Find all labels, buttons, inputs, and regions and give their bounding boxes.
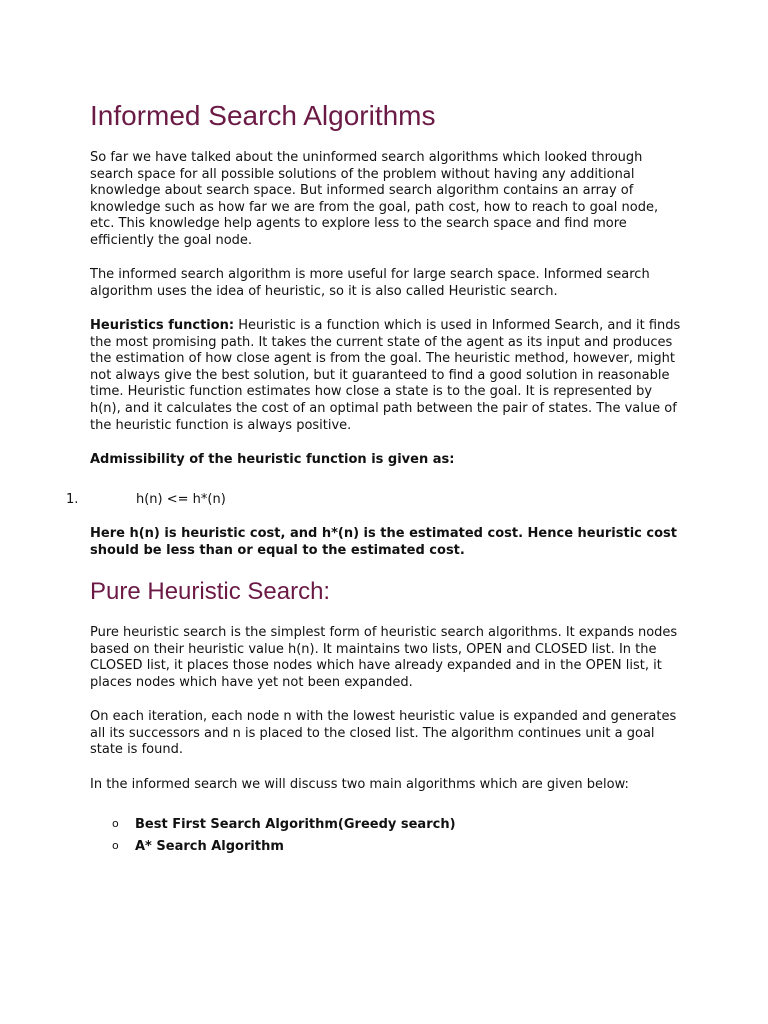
heuristics-paragraph [90,318,682,434]
section-heading-pure-heuristic: Pure Heuristic Search: [90,578,331,605]
list-number: 1. [66,492,79,507]
useful-paragraph: The informed search algorithm is more useful for large search space. Informed search algorithm uses the idea of heuristic, so it is also called Heuristic search. [90,267,650,299]
list-item [112,838,456,860]
two-algorithms-paragraph: In the informed search we will discuss two main algorithms which are given below: [90,777,629,792]
admissibility-heading: Admissibility of the heuristic function is given as: [90,452,455,467]
here-paragraph: Here h(n) is heuristic cost, and h*(n) is the estimated cost. Hence heuristic cost should be less than or equal to the estimated cost. [90,526,677,558]
page-title: Informed Search Algorithms [90,100,436,131]
algorithm-list [112,816,456,860]
list-item-text: Best First Search Algorithm(Greedy search) [135,817,456,832]
bullet-marker: o [112,817,119,830]
pure-description-paragraph: Pure heuristic search is the simplest form of heuristic search algorithms. It expands nodes based on their heuristic value h(n). It maintains two lists, OPEN and CLOSED list. In the CLOSED list, it places those nodes which have already expanded and in the OPEN list, it places nodes which have yet not been expanded. [90,625,678,690]
iteration-paragraph: On each iteration, each node n with the lowest heuristic value is expanded and generates all its successors and n is placed to the closed list. The algorithm continues unit a goal state is found. [90,709,677,758]
list-item-text: A* Search Algorithm [135,839,284,854]
bullet-marker: o [112,839,119,852]
heuristics-body: Heuristic is a function which is used in Informed Search, and it finds the most promising path. It takes the current state of the agent as its input and produces the estimation of how close agent is from the goal. The heuristic method, however, might not always give the best solution, but it guaranteed to find a good solution in reasonable time. Heuristic function estimates how close a state is to the goal. It is represented by h(n), and it calculates the cost of an optimal path between the pair of states. The value of the heuristic function is always positive. [90,318,681,433]
formula-list-item [66,492,226,508]
heuristics-label: Heuristics function: [90,318,235,333]
list-item [112,816,456,838]
intro-paragraph: So far we have talked about the uninformed search algorithms which looked through search space for all possible solutions of the problem without having any additional knowledge about search space. But informed search algorithm contains an array of knowledge such as how far we are from the goal, path cost, how to reach to goal node, etc. This knowledge help agents to explore less to the search space and find more efficiently the goal node. [90,150,659,248]
formula-text: h(n) <= h*(n) [136,492,226,507]
